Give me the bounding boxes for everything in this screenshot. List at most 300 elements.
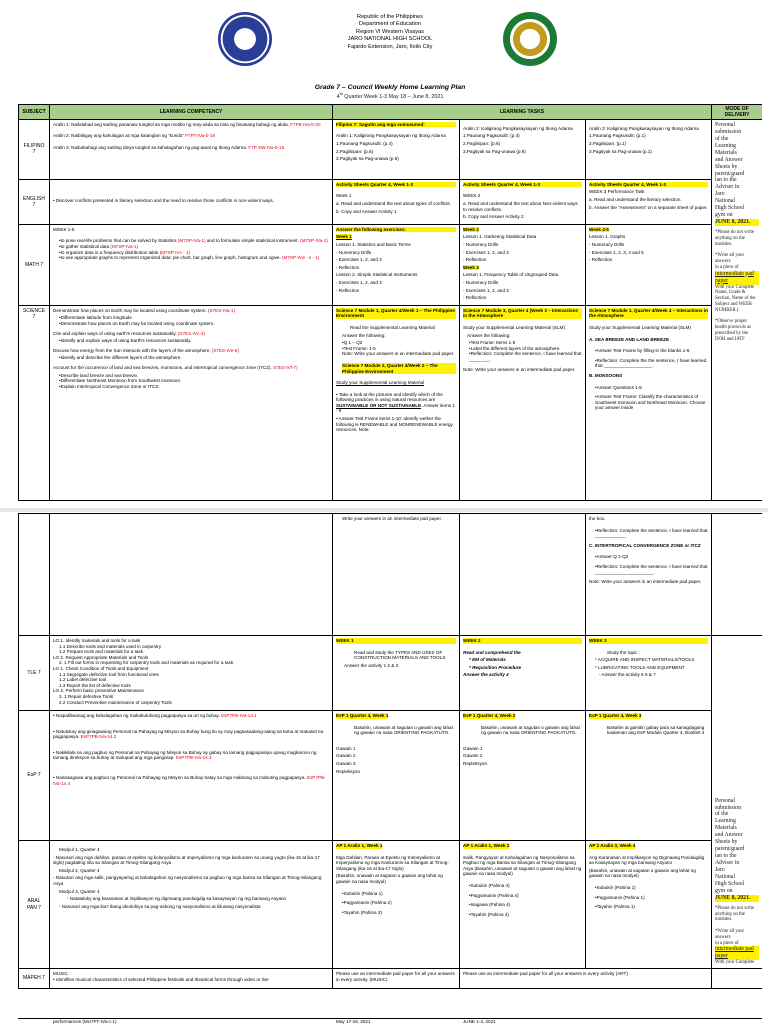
- mode-note: With your Complete: [715, 960, 755, 966]
- task-cell: [333, 636, 460, 711]
- task-cell: [333, 969, 460, 989]
- subject-cell: FILIPINO 7: [19, 119, 50, 179]
- competency-item: • Naisasagawa ang pagbuo ng Personal na Pahayag ng Misyon sa Buhay batay sa mga Hakbang sa mabuting pagpapasya. EsP7PB-IVa-14.4: [53, 774, 326, 786]
- mode-line: ian to the: [715, 853, 737, 860]
- task-line: * EM of Materials: [469, 657, 506, 663]
- task-line: • Pagyamanin (Pahina 4): [469, 893, 582, 899]
- mode-cell: [712, 514, 763, 636]
- comp-code: EsP7PB-IVa-14.3: [175, 755, 212, 761]
- task-line: - Numeracy Drills: [463, 279, 499, 285]
- task-line: • Tayahin (Pahina 1): [595, 904, 708, 910]
- task-cell: [460, 711, 586, 841]
- task-heading: WEEK 3: [589, 638, 708, 644]
- task-line: - Exercises 1, 2, and 3: [463, 287, 509, 293]
- comp-text: to use appropriate graphs to represent organized data: pie chart, bar graph, line graph, histogram and ogive.: [60, 255, 281, 261]
- comp-code: (M7SP-IVc - 1): [159, 249, 191, 255]
- task-heading: EsP 1 Quarter 4, Week 1: [336, 713, 389, 718]
- task-line: Gawain 1: [336, 745, 356, 751]
- task-cell: [333, 841, 460, 969]
- task-heading: Activity Sheets Quarter 4, Week 1-3: [589, 182, 708, 188]
- task-line: Lesson 2. Simple Statistical Instruments: [336, 272, 418, 278]
- task-line: - Reflection: [463, 257, 487, 263]
- mode-note: *Write all your answers: [715, 929, 745, 940]
- school-seal-icon: [503, 12, 557, 66]
- competency-cell: [50, 514, 333, 636]
- task-line: - Numeracy Drills: [336, 249, 372, 255]
- comp-code: EsP7PB-IVa-14.2: [80, 734, 117, 740]
- task-line: Study your Supplemental Learning Material (SLM): [589, 324, 691, 330]
- task-line: - Reflection: [463, 295, 487, 301]
- comp-line: 1.2 Prepare tools and materials for a task: [59, 649, 144, 655]
- mode-line: gym on: [715, 887, 733, 894]
- comp-text: Naipaliliwanag ang kahalagahan ng makabuluhang pagpapasya sa uri ng buhay.: [55, 713, 220, 718]
- competency-item: [53, 365, 329, 371]
- mode-note: *Please do not write anything on the modules.: [715, 905, 755, 923]
- mode-line: Learning: [715, 818, 736, 825]
- comp-line: LO 2. Perform basic preventive Maintenance: [53, 688, 144, 694]
- comp-line: Modyul 2, Quarter 4: [59, 867, 100, 873]
- mode-line: and Answer: [715, 156, 743, 163]
- task-line: 1.Paunang Pagsusulit: (p.1): [589, 133, 646, 139]
- task-line: Read and study the TYPES AND USES OF CONSTRUCTION MATERIALS AND TOOLS: [354, 649, 446, 661]
- page-2: [18, 513, 762, 1018]
- mode-line: Adviser in: [715, 860, 740, 867]
- learning-plan-table-cont: [18, 513, 762, 989]
- task-line: Lesson 1. Graphs: [589, 234, 626, 240]
- task-line: • Subukin (Pahina 1): [342, 891, 456, 897]
- competency-item: [53, 145, 329, 151]
- competency-cell: MUSIC • Identifies musical characteristics of selected Philippine festivals and theatrical forms through video or live: [50, 969, 333, 989]
- task-cell: [460, 119, 586, 179]
- task-cell: [586, 636, 712, 711]
- comp-text: Aralin 1: Nailalahad ang sariling pananaw tungkol sa mga motibo ng may-akda sa bisa ng binasang bahagi ng akda.: [53, 121, 289, 127]
- comp-text: Natutukoy ang ginagawang Personal na Pahayag ng Misyon sa Buhay kung ito ay may pagsasaalang-alang sa tama at matuwid na pagpapasya.: [53, 728, 324, 740]
- mode-line: National: [715, 198, 735, 205]
- competency-item: • Nakikilala na ang pagbuo ng Personal na Pahayag ng Misyon sa Buhay ay gabay sa tamang pagpapasiya upang magkaroon ng tamang direksyon sa buhay at matupad ang mga pangarap. EsP7PB-IVa-14.3: [53, 749, 317, 761]
- header-line: Region VI Western Visayas: [356, 28, 424, 35]
- page-1: [18, 8, 762, 506]
- competency-cell: [50, 119, 333, 179]
- comp-line: - Nasusuri ang mga salik, pangyayaring at kahalagahan ng nasyonalismo sa pagbuo ng mga bansa sa Silangan at Timog-Silangang Asya: [53, 875, 322, 886]
- comp-line: 1.3 Report the list of defective tools: [59, 682, 131, 688]
- col-tasks: LEARNING TASKS: [333, 104, 712, 119]
- task-line: - Answer the activity 5 6 & 7: [599, 672, 656, 678]
- task-line: * LUBRICATING TOOLS AND EQUIPMENT: [595, 664, 685, 670]
- task-line: a. Read and understand the text about Non-violent ways to resolve conflicts.: [463, 201, 578, 212]
- task-line: Write your answers in an intermediate pad paper.: [342, 516, 443, 521]
- task-line: Ang Karanasan at Implikasyon ng Digmaang Pandaigdig sa Kasaysayan ng mga bansang Asyano: [589, 854, 705, 866]
- comp-subitem: • Demonstrate how places on Earth may be located using coordinate system.: [59, 321, 329, 327]
- row-science: [19, 305, 763, 500]
- task-line: - Reflection: [336, 264, 360, 270]
- task-line: . Answer items 1 - 8: [336, 402, 455, 414]
- subject-cell: ARAL PAN 7: [19, 841, 50, 969]
- mode-line: Materials: [715, 149, 737, 156]
- mode-note: *Observe proper health protocols as prescribed by the DOH and IATF: [715, 319, 751, 342]
- comp-text: Cite and explain ways of using earth's resources sustainably.: [53, 330, 177, 336]
- mode-note: intermediate pad paper: [715, 946, 759, 960]
- letterhead-text: [288, 14, 492, 51]
- mode-cell: [712, 119, 763, 500]
- task-cell: [333, 224, 460, 305]
- task-line: - Numeracy Drills: [589, 242, 625, 248]
- task-line: 2.Pagiisipan: (p.6): [463, 141, 501, 147]
- task-line: Take a look at the pictures and identify which of the following practices in using natural resources are: [336, 391, 443, 403]
- task-heading: EsP 1 Quarter 4, Week 2: [463, 713, 516, 718]
- task-cell: [460, 969, 712, 989]
- plan-title: Grade 7 – Council Weekly Home Learning Plan: [314, 84, 466, 91]
- comp-code: (M7SP-IVa-1): [300, 238, 328, 244]
- task-line: Study the topic :: [607, 649, 640, 655]
- mode-line: submission: [715, 804, 742, 811]
- comp-text: and to formulate simple statistical instrument.: [206, 238, 299, 244]
- task-week: Week 2: [463, 226, 479, 232]
- mode-note: With your Complete Name, Grade & Section, Name of the Subject and WEEK NUMBER.): [715, 284, 756, 313]
- letterhead: [18, 8, 762, 84]
- task-cell: [586, 305, 712, 500]
- task-line: • Reflection: Complete the sentence, I have learned that _______________________.: [595, 564, 708, 575]
- task-line: 3.Pagtiyak sa Pag-unawa (p.6): [463, 148, 526, 154]
- mode-line: Sheets by: [715, 839, 738, 846]
- competency-item: [53, 133, 329, 139]
- mode-note: in a piece of: [715, 264, 739, 270]
- task-line: Gawain 1: [463, 745, 483, 751]
- task-line: Aralin 1: Kaligirang Pangkasaysayan ng Ibong Adarna: [336, 133, 446, 139]
- learning-plan-table: [18, 104, 762, 501]
- task-line: * ACQUIRE AND INSPECT MATERIALS/TOOLS: [595, 657, 695, 663]
- task-line: - Numeracy Drills: [463, 242, 499, 248]
- task-line: Repleksyon: [463, 760, 488, 766]
- task-cell: [586, 179, 712, 224]
- mode-line: Jaro: [715, 867, 725, 874]
- task-line: 1.Paunang Pagsusulit: (p.4): [336, 141, 393, 147]
- task-cell: [460, 514, 586, 636]
- col-competency: LEARNING COMPETENCY: [50, 104, 333, 119]
- mode-line: Materials: [715, 825, 737, 832]
- competency-item: • Natutukoy ang ginagawang Personal na Pahayag ng Misyon sa Buhay kung ito ay may pagsasaalang-alang sa tama at matuwid na pagpapasya. EsP7PB-IVa-14.2: [53, 728, 324, 740]
- comp-text: Account for the occurrence of land and sea breezes, monsoons, and intertropical convergence zone (ITCZ).: [53, 364, 272, 370]
- submission-date: JUNE 8, 2021.: [715, 219, 759, 226]
- mode-cell: [712, 636, 763, 969]
- task-line: b. Answer the "Assessment" on a separate sheet of paper.: [589, 204, 708, 210]
- submission-date: JUNE 8, 2021.: [715, 895, 759, 902]
- task-subheading: B. MONSOONS: [589, 372, 623, 378]
- col-subject: SUBJECT: [19, 104, 50, 119]
- mode-line: High School: [715, 880, 745, 887]
- mode-line: Personal: [715, 121, 735, 128]
- task-line: 2.Pagiisipan: (p.1): [589, 141, 627, 147]
- task-line: Study your Supplemental Learning Material: [336, 380, 425, 386]
- comp-line: Modyul 1, Quarter 4: [59, 847, 100, 852]
- mode-line: of the: [715, 811, 729, 818]
- comp-subitem: • Describe land breeze and sea breeze.: [59, 373, 329, 379]
- task-line: b. Copy and Answer Activity 2: [463, 214, 524, 220]
- comp-line: Modyul 3, Quarter 4: [59, 888, 100, 894]
- task-line: • Subukin (Pahina 1): [595, 885, 708, 891]
- task-line: 2.Pagiisipan: (p.6): [336, 148, 374, 154]
- comp-line: LO 1. Identify materials and tools for a task: [53, 638, 141, 643]
- row-tle: [19, 636, 763, 711]
- comp-text: Naisasagawa ang pagbuo ng Personal na Pahayag ng Misyon sa Buhay batay sa mga Hakbang sa mabuting pagpapasya.: [55, 774, 306, 780]
- task-subheading: A. SEA BREEZE AND LAND BREEZE: [589, 336, 670, 342]
- competency-cell: • Discover conflicts presented in literary selection and the need to resolve those conflicts in non-violent ways.: [50, 179, 333, 224]
- row-aralpan: [19, 841, 763, 969]
- mode-note: intermediate pad paper: [715, 271, 759, 285]
- task-line: Please use an intermediate pad paper for all your answers in every activity. (MUSIC): [336, 971, 455, 982]
- task-cell: [586, 841, 712, 969]
- row-english: [19, 179, 763, 224]
- subject-cell: MATH 7: [19, 224, 50, 305]
- task-line: • Answer Test Frame by filling-in the blanks 1-9.: [595, 348, 708, 354]
- comp-subitem: • Differentiate Northeast Monsoon from Southwest monsoon.: [59, 378, 329, 384]
- comp-text: Nakikilala na ang pagbuo ng Personal na Pahayag ng Misyon sa Buhay ay gabay sa tamang pagpapasiya upang magkaroon ng tamang direksyon sa buhay at matupad ang mga pangarap.: [53, 749, 317, 761]
- comp-line: 1.1 Describe tools and materials used in carpentry: [59, 643, 162, 649]
- task-line: Gawain 2: [463, 753, 483, 759]
- task-cell: [333, 119, 460, 179]
- comp-line: 2. 1 Fill out forms in requesting for carpentry tools and materials as required for a task: [59, 660, 234, 666]
- row-filipino: [19, 119, 763, 179]
- row-esp: [19, 711, 763, 841]
- comp-text: Aralin 3: Naibabahagi ang sariling ideya tungkol sa kahalagahan ng pag-aaral ng Ibong Adarna.: [53, 145, 248, 151]
- mode-line: Jaro: [715, 191, 725, 198]
- task-line: Basahin, unawain at sagutan o gawain ang lahat ng gawain na nasa ORIENTING PAGKATUTO.: [481, 724, 580, 736]
- task-heading: Science 7 Module 2, Quarter 4/Week 2 – The Philippine Environment: [342, 363, 456, 374]
- comp-line: - Nasusuri ang mga iba't ibang ideolohiya sa pag-usbong ng nasyonalismo at kilusang nasyonalista: [59, 903, 261, 909]
- task-line: • Pagyamanin (Pahina 1): [595, 895, 708, 901]
- task-line: Basahin at gamitin gabay para sa kanagdagang kaalaman ang EsP Module Quarter 4, Booklet 4: [607, 724, 705, 736]
- task-line: Answer the activity 1 2 & 3: [344, 662, 399, 668]
- comp-subitem: • Differentiate latitude from longitude: [59, 315, 329, 321]
- task-cell: Science 7 Module 1, Quarter 4/Week 1 – The Philippine Environment Read the Supplemental Learning Material Answer the following: • Q 1 – Q2 • Test Frame: 1-5 Note: Write your answers in an intermediate pad paper. Science 7 Module 2, Quarter 4/Week 2 – The Philippine Environment Study your Supplemental Learning Material • Take a look at the pictures and identify which of the following practices in using natural resources are SUSTAINABLE OR NOT SUSTAINABLE. Answer items 1 - 8 • Answer Test Frame items 1-10: Identify wether the following is RENEWABLE and NONRENEWABLE energy resources. Note:: [333, 305, 460, 500]
- task-heading: Science 7 Module 1, Quarter 4/Week 4 – Interactions in the Atmosphere: [589, 307, 708, 319]
- mode-line: ian to the: [715, 177, 737, 184]
- header-line: Fajardo Extension, Jaro, Iloilo City: [347, 43, 433, 50]
- task-line: • Reflection: Complete the sentence, I have learned that ____________: [595, 528, 708, 539]
- header-line: JARO NATIONAL HIGH SCHOOL: [347, 36, 433, 43]
- mode-line: Learning: [715, 142, 736, 149]
- task-line: • Label the different layers of the atmosphere.: [469, 346, 582, 352]
- task-line: Lesson 1. Gathering Statistical Data: [463, 234, 537, 240]
- task-line: 3.Pagtiyak sa Pag-unawa (p.1): [589, 148, 652, 154]
- competency-item: [53, 331, 329, 337]
- task-cell: [586, 711, 712, 841]
- comp-subitem: • Identify and explain ways of using Earth's resources sustainably.: [59, 338, 329, 344]
- header-line: Department of Education: [359, 21, 421, 28]
- mode-line: gym on: [715, 212, 733, 219]
- task-cell: [460, 841, 586, 969]
- task-line: Week 1: [336, 193, 352, 199]
- task-subheading: C. INTERTROPICAL CONVERGENCE ZONE or ITCZ: [589, 542, 701, 548]
- task-line: b. Copy and Answer Activity 1: [336, 208, 397, 214]
- comp-text: performances (MU7FT-IVa-c-1): [53, 1019, 117, 1024]
- task-line: Read the Supplemental Learning Material: [350, 324, 435, 330]
- task-line: • Reflection: Complete the sentence, I have learned that ________.: [469, 351, 582, 362]
- comp-code: EsP7PB-IVa-14.4: [53, 774, 326, 786]
- competency-cell: [50, 636, 333, 711]
- subject-cell: SCIENCE 7: [19, 305, 50, 500]
- task-line: Answer the following:: [467, 332, 511, 338]
- header-line: Republic of the Philippines: [357, 14, 423, 20]
- task-line: Gawain 3: [336, 760, 356, 766]
- task-line: Aralin 3: Kaligirang Pangkasaysayan ng Ibong Adarna: [589, 125, 699, 131]
- mode-line: parent/guard: [715, 846, 745, 853]
- comp-code: S7ES-IVf-7): [273, 364, 298, 370]
- subject-cell: ENGLISH 7: [19, 179, 50, 224]
- competency-cell: [50, 224, 333, 305]
- task-emphasis: SUSTAINABLE OR NOT SUSTAINABLE: [336, 402, 422, 408]
- comp-subitem: • Explain Intertropical Convergence Zone or ITCZ.: [59, 384, 329, 390]
- task-line: (Basahin, unawain at sagutan o gawain ang lahat ng gawain na nasa modyul): [336, 873, 443, 884]
- comp-code: F7P SW-IVa-b-18: [248, 145, 285, 151]
- task-cell: [333, 711, 460, 841]
- task-line: • Tayahin (Pahina 4): [469, 912, 582, 918]
- task-cell: [586, 514, 712, 636]
- competency-cell: [50, 305, 333, 500]
- comp-code: EsP7PB-IVa-14.1: [221, 713, 257, 718]
- col-mode: MODE OF DELIVERY: [712, 104, 763, 119]
- competency-item: • Naipaliliwanag ang kahalagahan ng makabuluhang pagpapasya sa uri ng buhay. EsP7PB-IVa-14.1: [53, 713, 257, 718]
- comp-text: Identifies musical characteristics of selected Philippine festivals and theatrical forms through video or live: [55, 976, 269, 982]
- task-heading: AP 1 Aralin 3, Week 4: [589, 843, 636, 848]
- subject-cell: [19, 514, 50, 636]
- task-heading: WEEK 2: [463, 638, 582, 644]
- task-line: • Answer Questions 1-5: [595, 385, 708, 391]
- task-line: 1.Paunang Pagsusulit: (p.4): [463, 133, 520, 139]
- task-line: Note: Write your answers in an intermediate pad paper.: [589, 579, 702, 585]
- task-heading: Answer the following exercises:: [336, 227, 456, 233]
- comp-code: (M7SP-IVa-1): [110, 244, 139, 250]
- task-line: Lesson 1. Frequency Table of Ungrouped Data: [463, 272, 559, 278]
- task-line: * Requisition Procedure: [469, 664, 522, 670]
- task-line: Mga Dahilan, Paraan at Epekto ng Kolonyalismo at Imperyalismo ng mga Kanluranin sa Silangan at Timog-Silangang (ika-16 at ika-17 Siglo): [336, 854, 449, 871]
- comp-line: 2. 1 Repair defective Tools: [59, 693, 114, 699]
- task-line: • Test Frame: Items 1-5: [469, 340, 582, 346]
- task-line: 3.Pagtiyak sa Pag-unawa (p.6): [336, 156, 399, 162]
- task-line: Gawain 2: [336, 753, 356, 759]
- task-heading: Activity Sheets Quarter 4, Week 1-3: [463, 182, 582, 188]
- task-line: • Answer Test Frame: Classify the characteristics of Southwest monsoon and Northeast Monsoon. Choose your answer inside: [595, 394, 708, 411]
- task-cell: [460, 179, 586, 224]
- task-line: Answer the following:: [342, 332, 386, 338]
- task-line: Lesson 1. Statistics and Basic Terms: [336, 242, 411, 248]
- comp-text: Discuss how energy from the Sun interacts with the layers of the atmosphere.: [53, 347, 211, 353]
- task-line: WEEK 3 Performance Task: [589, 189, 645, 195]
- task-line: - Exercises 1, 2, and 3: [336, 257, 382, 263]
- comp-code: F7PB-IVa-b-20: [290, 121, 321, 127]
- competency-cell: [50, 711, 333, 841]
- comp-subitem: • Identify and describe the different layers of the atmosphere.: [59, 355, 329, 361]
- comp-heading: MUSIC: [53, 971, 68, 976]
- page-3: [18, 1018, 762, 1024]
- task-heading: Science 7 Module 3, Quarter 4 (Week 3 – Interactions in the Atmosphere: [463, 308, 582, 319]
- plan-subtitle: [18, 92, 762, 100]
- mode-line: Sheets by: [715, 163, 738, 170]
- competency-item: [53, 308, 329, 314]
- subtitle-text: Quarter Week 1-3 May 18 – June 8, 2021: [342, 94, 444, 101]
- task-line: • Pagyamanin (Pahina 2): [342, 900, 456, 906]
- task-heading: AP 1 Aralin 1, Week 2: [463, 843, 510, 848]
- task-line: - Reflection: [336, 287, 360, 293]
- task-line: the box.: [589, 516, 606, 521]
- competency-cont: [53, 1019, 116, 1024]
- competency-item: [53, 348, 329, 354]
- task-line: Note: Write your answers in an intermediate pad paper.: [463, 366, 576, 372]
- comp-week: WEEK 1-5: [53, 226, 75, 232]
- task-line: a. Read and understand the text about types of conflicts.: [336, 201, 451, 207]
- task-date: JUNE 1-4, 2021: [463, 1019, 496, 1024]
- mode-note: *Write all your answers: [715, 253, 745, 265]
- task-line: - Exercises 1, 2, and 3: [463, 249, 509, 255]
- task-heading: Science 7 Module 1, Quarter 4/Week 1 – The Philippine Environment: [336, 307, 455, 319]
- comp-code: F7PT-IVa-b-18: [185, 133, 216, 139]
- task-line: - Exercises 1, 2, and 3: [336, 279, 382, 285]
- page-separator: [0, 508, 768, 512]
- comp-text: to gather statistical data: [60, 244, 110, 250]
- task-line: • Tayahin (Pahina 3): [342, 910, 456, 916]
- task-line: Salik, Pangyayari at Kahalagahan ng Nasyonalismo sa Pagbuo ng mga Bansa sa Silangan at Timog-Silangang Asya (Basahin, unawain at sagutan o gawain ang lahat ng gawain na nasa modyul): [463, 854, 582, 877]
- mode-note: *Please do not write anything on the modules.: [715, 230, 755, 247]
- mode-cell: [712, 969, 763, 989]
- comp-text: Demonstrate how places on Earth may be located using coordinate system.: [53, 307, 207, 313]
- task-week: Week 3: [463, 264, 479, 270]
- subject-cell: EsP 7: [19, 711, 50, 841]
- row-science-cont: [19, 514, 763, 636]
- task-heading: Activity Sheets Quarter 4, Week 1-3: [336, 182, 456, 188]
- subtitle-sup: th: [339, 92, 343, 97]
- task-cell: [460, 305, 586, 500]
- subject-cell: MAPEH 7: [19, 969, 50, 989]
- comp-line: - Natataluky ang karanasan at implikasyon ng digmaang pandaigdig sa kasaysayan ng mg bansang Asyano: [67, 896, 287, 902]
- task-date: May 17-19, 2021: [336, 1019, 371, 1024]
- task-line: a. Read and understand the literary selection.: [589, 197, 682, 203]
- comp-line: 1.2 Label defective tool: [59, 677, 107, 683]
- task-heading: EsP 1 Quarter 4, Week 3: [589, 713, 642, 718]
- task-heading: Filipino 7: Sagutin ang mga sumusunod:: [336, 122, 456, 128]
- row-mapeh: [19, 969, 763, 989]
- task-cell: [586, 119, 712, 179]
- task-line: Aralin 2: Kaligirang Pangkasaysayan ng Ibong Adarna: [463, 125, 573, 131]
- mode-line: National: [715, 874, 735, 881]
- comp-line: - Nasusuri ang mga dahilan, paraan at epekto ng kolonyalismo at imperyalismo ng mga kanluranin sa unang yugto (ika-16 at ika-17 siglo) pagdating nila sa Silangan at Timog-Silangang Asya: [53, 854, 320, 866]
- task-heading: WEEK 1: [336, 638, 456, 644]
- task-line: • Test Frame: 1-5: [342, 346, 456, 352]
- comp-line: 2.2 Conduct Preventive maintenance of carpentry Tools: [59, 699, 172, 705]
- comp-text: to organize data in a frequency distribution table: [60, 249, 159, 255]
- comp-code: (S7ES-IVa-1): [208, 307, 235, 313]
- task-line: • Reflection: Complete the the sentence, I have learned that ___________________.: [595, 358, 708, 369]
- mode-line: High School: [715, 205, 745, 212]
- comp-text: Aralin 2: Naibibigay ang kahulugan at mga katangian ng "korido": [53, 133, 184, 139]
- task-cell: [460, 224, 586, 305]
- row-math: [19, 224, 763, 305]
- task-heading: AP 1 Aralin 1, Week 1: [336, 843, 383, 848]
- task-line: WEEK 2: [463, 193, 481, 199]
- comp-line: 1.1 Segregate defective tool from functional ones: [59, 671, 159, 677]
- task-cell: [333, 179, 460, 224]
- task-line: • Subukin (Pahina 4): [469, 883, 582, 889]
- mode-line: of the: [715, 135, 729, 142]
- mode-line: Adviser in: [715, 184, 740, 191]
- task-line: Answer Test Frame items 1-10: Identify wether the following is RENEWABLE and NONRENEWABLE energy resources. Note:: [336, 416, 453, 433]
- mode-line: and Answer: [715, 832, 743, 839]
- mode-line: Personal: [715, 797, 735, 804]
- task-week: Week 4-5: [589, 226, 609, 232]
- task-cell: [333, 514, 460, 636]
- task-line: Repleksyon: [336, 768, 361, 774]
- task-line: Basahin, unawain at sagutan o gawain ang lahat ng gawain na nasa ORIENTING PAGKATUTO.: [354, 724, 453, 736]
- subject-cell: TLE 7: [19, 636, 50, 711]
- mode-line: submission: [715, 128, 742, 135]
